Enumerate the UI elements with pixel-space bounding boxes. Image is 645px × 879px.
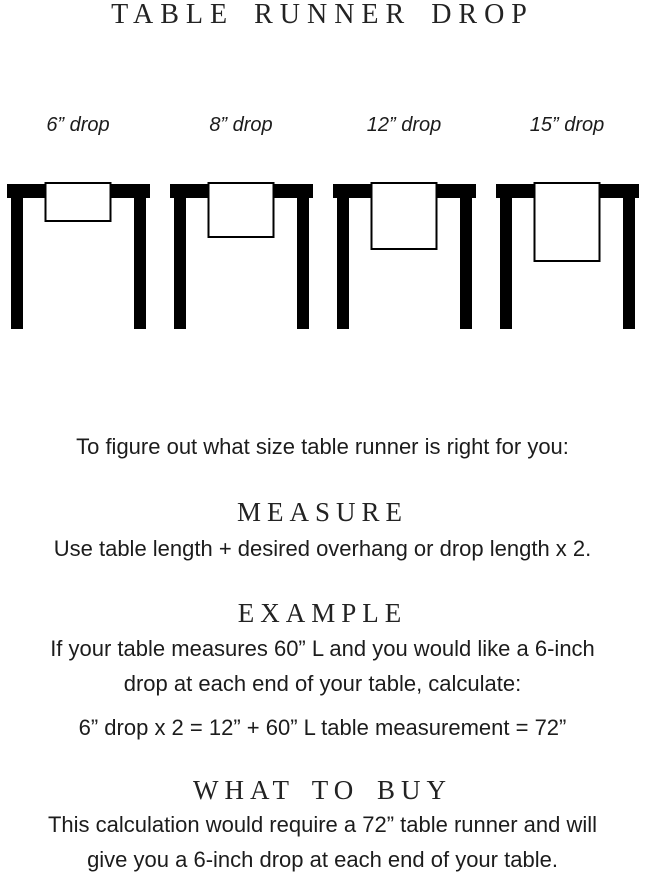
measure-body: Use table length + desired overhang or drop length x 2. — [53, 536, 592, 561]
table-figure — [170, 184, 313, 329]
drop-diagrams-row — [0, 110, 645, 329]
table-leg-left — [500, 184, 512, 329]
table-leg-right — [134, 184, 146, 329]
table-leg-left — [337, 184, 349, 329]
what-to-buy-body — [0, 807, 645, 877]
table-figure — [7, 184, 150, 329]
runner-rect — [45, 182, 112, 222]
page-title: TABLE RUNNER DROP — [111, 0, 534, 30]
drop-label: 8” drop — [209, 114, 273, 136]
formula-text: 6” drop x 2 = 12” + 60” L table measurement = 72” — [78, 715, 567, 740]
table-leg-right — [623, 184, 635, 329]
runner-rect — [208, 182, 275, 238]
diagram-15-inch-drop — [496, 110, 639, 329]
what-to-buy-line-2: give you a 6-inch drop at each end of your table. — [87, 847, 558, 872]
measure-heading: MEASURE — [236, 497, 408, 527]
what-to-buy-heading: WHAT TO BUY — [192, 775, 452, 805]
diagram-6-inch-drop — [7, 110, 150, 329]
example-body — [0, 631, 645, 701]
diagram-8-inch-drop — [170, 110, 313, 329]
runner-rect — [371, 182, 438, 250]
example-body-line-2: drop at each end of your table, calculate: — [123, 671, 522, 696]
example-body-line-1: If your table measures 60” L and you would like a 6-inch — [50, 636, 595, 661]
drop-label: 12” drop — [366, 114, 442, 136]
table-leg-left — [11, 184, 23, 329]
table-leg-left — [174, 184, 186, 329]
table-leg-right — [297, 184, 309, 329]
table-figure — [496, 184, 639, 329]
table-leg-right — [460, 184, 472, 329]
runner-rect — [534, 182, 601, 262]
intro-text: To figure out what size table runner is right for you: — [76, 434, 569, 459]
diagram-12-inch-drop — [333, 110, 476, 329]
what-to-buy-line-1: This calculation would require a 72” table runner and will — [47, 812, 598, 837]
table-figure — [333, 184, 476, 329]
drop-label: 6” drop — [46, 114, 110, 136]
example-heading: EXAMPLE — [237, 598, 408, 628]
drop-label: 15” drop — [529, 114, 605, 136]
